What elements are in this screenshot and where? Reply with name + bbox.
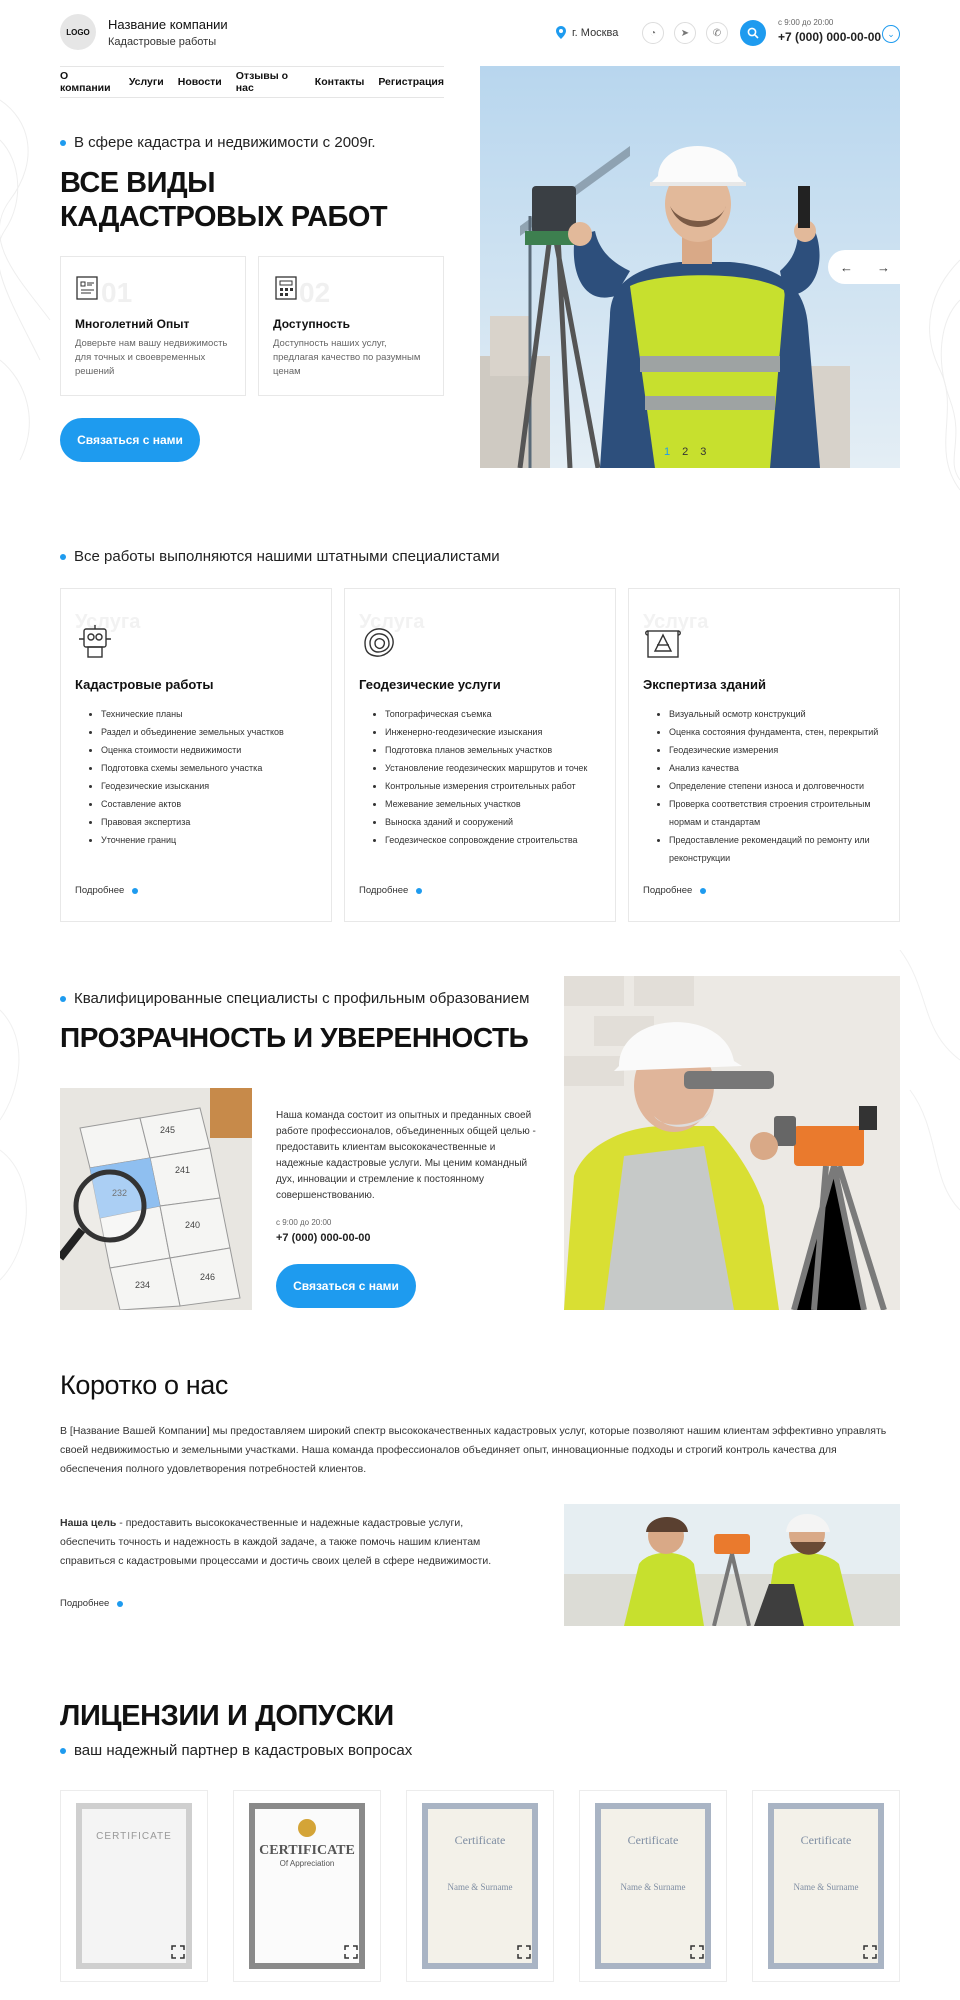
blueprint-icon <box>643 623 683 663</box>
expand-icon[interactable] <box>690 1945 704 1959</box>
feature-card-experience <box>60 256 246 396</box>
cadastral-map-photo <box>60 1088 252 1310</box>
feature-number: 01 <box>101 277 133 308</box>
hero-title-line2: КАДАСТРОВЫХ РАБОТ <box>60 201 388 233</box>
site-header <box>60 14 900 54</box>
more-link[interactable] <box>359 885 422 896</box>
city-label: г. Москва <box>572 26 619 39</box>
map-number: 245 <box>160 1125 176 1135</box>
certificate-subheading: Of Appreciation <box>279 1859 335 1868</box>
licenses-subtitle <box>60 1742 412 1759</box>
list-item: • Анализ качества <box>669 759 889 777</box>
service-card-title: Геодезические услуги <box>359 677 501 692</box>
team-surveyors-photo <box>564 1504 900 1626</box>
list-item: • Геодезическое сопровождение строительства <box>385 831 605 849</box>
expand-icon[interactable] <box>344 1945 358 1959</box>
nav-services[interactable]: Услуги <box>128 76 164 88</box>
header-phone[interactable]: +7 (000) 000-00-00 <box>778 30 882 44</box>
city-selector[interactable] <box>556 26 618 39</box>
list-item: • Технические планы <box>101 705 321 723</box>
search-button[interactable] <box>740 20 766 46</box>
goal-text: - предоставить высококачественные и надежные кадастровые услуги, обеспечить точность и надежность в каждой задаче, а также помочь нашим клиентам справиться с кадастровыми процессами и достичь своих целей в сфере недвижимости. <box>60 1517 492 1567</box>
slider-arrows <box>828 250 902 284</box>
viber-icon[interactable]: ✆ <box>706 22 728 44</box>
contact-phone[interactable]: +7 (000) 000-00-00 <box>276 1232 371 1244</box>
service-card-title: Кадастровые работы <box>75 677 214 692</box>
transparency-title: ПРОЗРАЧНОСТЬ И УВЕРЕННОСТЬ <box>60 1022 529 1053</box>
company-name: Название компании <box>108 17 228 32</box>
list-item: • Геодезические изыскания <box>101 777 321 795</box>
feature-text: Доверьте нам вашу недвижимость для точных и своевременных решений <box>75 338 228 377</box>
service-card-cadastral[interactable] <box>60 588 332 922</box>
hero-title-line1: ВСЕ ВИДЫ <box>60 167 216 199</box>
list-item: • Выноска зданий и сооружений <box>385 813 605 831</box>
list-item: • Уточнение границ <box>101 831 321 849</box>
service-card-geodesy[interactable] <box>344 588 616 922</box>
certificate-heading: CERTIFICATE <box>96 1831 172 1842</box>
bullet-dot <box>132 888 138 894</box>
service-list <box>385 705 605 849</box>
about-title: Коротко о нас <box>60 1370 228 1400</box>
certificate-heading: Certificate <box>454 1833 506 1847</box>
certificate-heading: Certificate <box>627 1833 679 1847</box>
arrow-right-icon[interactable]: → <box>877 259 890 275</box>
bullet-dot <box>117 1601 123 1607</box>
more-link-label: Подробнее <box>75 885 125 896</box>
bullet-dot <box>60 1748 66 1754</box>
card-ghost-label: Услуга <box>359 611 425 633</box>
pager-1[interactable]: 1 <box>664 446 671 458</box>
transparency-text: Наша команда состоит из опытных и преданных своей работе профессионалов, объединенных общей целью - предоставить клиентам высококачественные и надежные кадастровые услуги. Мы ценим командный дух, инновации и стремление к постоянному совершенствованию. <box>276 1110 536 1201</box>
more-link-label: Подробнее <box>643 885 693 896</box>
map-number: 234 <box>135 1280 151 1290</box>
feature-card-availability <box>258 256 444 396</box>
bullet-dot <box>416 888 422 894</box>
certificate-heading: Certificate <box>800 1833 852 1847</box>
licenses-subtitle-text: ваш надежный партнер в кадастровых вопросах <box>74 1742 413 1759</box>
service-card-expertise[interactable] <box>628 588 900 922</box>
list-item: • Инженерно-геодезические изыскания <box>385 723 605 741</box>
nav-news[interactable]: Новости <box>177 76 222 88</box>
list-item: • Межевание земельных участков <box>385 795 605 813</box>
document-chart-icon <box>75 275 101 301</box>
certificate-heading: CERTIFICATE <box>259 1843 355 1858</box>
list-item: • Подготовка схемы земельного участка <box>101 759 321 777</box>
service-list <box>101 705 321 849</box>
contact-us-button-2[interactable]: Связаться с нами <box>276 1264 416 1308</box>
chevron-down-icon[interactable]: ⌄ <box>882 25 900 43</box>
main-nav <box>60 66 444 98</box>
expand-icon[interactable] <box>171 1945 185 1959</box>
hero-kicker <box>60 134 376 151</box>
certificate-subheading: Name & Surname <box>447 1882 513 1892</box>
bullet-dot <box>700 888 706 894</box>
feature-title: Доступность <box>273 317 350 331</box>
licenses-title: ЛИЦЕНЗИИ И ДОПУСКИ <box>60 1700 394 1732</box>
surveyor-with-level-photo <box>564 976 900 1310</box>
services-kicker <box>60 548 500 565</box>
certificate-subheading: Name & Surname <box>620 1882 686 1892</box>
search-icon <box>747 27 759 39</box>
list-item: • Оценка стоимости недвижимости <box>101 741 321 759</box>
nav-reviews[interactable]: Отзывы о нас <box>235 70 289 94</box>
working-hours: с 9:00 до 20:00 <box>778 18 834 27</box>
logo[interactable]: LOGO <box>60 14 96 50</box>
map-number: 240 <box>185 1220 201 1230</box>
about-more-link[interactable] <box>60 1598 123 1609</box>
company-subtitle: Кадастровые работы <box>108 36 217 48</box>
list-item: • Проверка соответствия строения строительным нормам и стандартам <box>669 795 889 831</box>
card-ghost-label: Услуга <box>643 611 709 633</box>
transparency-kicker <box>60 990 529 1007</box>
map-number: 241 <box>175 1165 191 1175</box>
about-text: В [Название Вашей Компании] мы предоставляем широкий спектр высококачественных кадастровых услуг, которые позволяют нашим клиентам эффективно управлять своей недвижимостью и земельными участками. Наша команда профессионалов объединяет опыт, инновационные подходы и строгий контроль качества для обеспечения полного удовлетворения потребностей клиентов. <box>60 1425 887 1475</box>
nav-registration[interactable]: Регистрация <box>378 76 444 88</box>
list-item: • Раздел и объединение земельных участков <box>101 723 321 741</box>
certificate-card[interactable] <box>60 1790 208 1982</box>
list-item: • Предоставление рекомендаций по ремонту или реконструкции <box>669 831 889 867</box>
certificate-card[interactable] <box>579 1790 727 1982</box>
pager-2[interactable]: 2 <box>682 446 689 458</box>
list-item: • Определение степени износа и долговечности <box>669 777 889 795</box>
arrow-left-icon[interactable]: ← <box>840 259 853 275</box>
hero-title <box>60 166 387 234</box>
about-goal <box>60 1514 520 1571</box>
service-list <box>669 705 889 867</box>
goal-label: Наша цель <box>60 1517 117 1529</box>
hero-kicker-text: В сфере кадастра и недвижимости с 2009г. <box>74 134 376 151</box>
list-item: • Контрольные измерения строительных работ <box>385 777 605 795</box>
working-hours: с 9:00 до 20:00 <box>276 1218 332 1227</box>
bullet-dot <box>60 996 66 1002</box>
transparency-kicker-text: Квалифицированные специалисты с профильным образованием <box>74 990 530 1007</box>
whatsapp-icon[interactable]: ◔ <box>642 22 664 44</box>
list-item: • Топографическая съемка <box>385 705 605 723</box>
list-item: • Визуальный осмотр конструкций <box>669 705 889 723</box>
topo-pattern-left <box>0 60 60 480</box>
expand-icon[interactable] <box>863 1945 877 1959</box>
calculator-icon <box>273 275 299 301</box>
robot-survey-icon <box>75 623 115 663</box>
list-item: • Подготовка планов земельных участков <box>385 741 605 759</box>
certificate-card[interactable] <box>233 1790 381 1982</box>
topography-icon <box>359 623 399 663</box>
feature-title: Многолетний Опыт <box>75 317 190 331</box>
bullet-dot <box>60 140 66 146</box>
list-item: • Оценка состояния фундамента, стен, перекрытий <box>669 723 889 741</box>
telegram-icon[interactable]: ➤ <box>674 22 696 44</box>
certificate-card[interactable] <box>406 1790 554 1982</box>
feature-number: 02 <box>299 277 331 308</box>
more-link[interactable] <box>75 885 138 896</box>
more-link-label: Подробнее <box>359 885 409 896</box>
pager-3[interactable]: 3 <box>700 446 707 458</box>
contact-us-button[interactable]: Связаться с нами <box>60 418 200 462</box>
location-pin-icon <box>556 26 566 39</box>
list-item: • Правовая экспертиза <box>101 813 321 831</box>
bullet-dot <box>60 554 66 560</box>
slider-pager <box>664 446 706 458</box>
certificate-subheading: Name & Surname <box>793 1882 859 1892</box>
list-item: • Геодезические измерения <box>669 741 889 759</box>
services-kicker-text: Все работы выполняются нашими штатными специалистами <box>74 548 500 565</box>
more-link[interactable] <box>643 885 706 896</box>
service-card-title: Экспертиза зданий <box>643 677 766 692</box>
expand-icon[interactable] <box>517 1945 531 1959</box>
list-item: • Составление актов <box>101 795 321 813</box>
card-ghost-label: Услуга <box>75 611 141 633</box>
map-number: 246 <box>200 1272 216 1282</box>
list-item: • Установление геодезических маршрутов и точек <box>385 759 605 777</box>
feature-text: Доступность наших услуг, предлагая качество по разумным ценам <box>273 338 421 377</box>
nav-contacts[interactable]: Контакты <box>314 76 365 88</box>
more-link-label: Подробнее <box>60 1598 110 1609</box>
nav-about[interactable]: О компании <box>60 70 111 94</box>
certificate-card[interactable] <box>752 1790 900 1982</box>
